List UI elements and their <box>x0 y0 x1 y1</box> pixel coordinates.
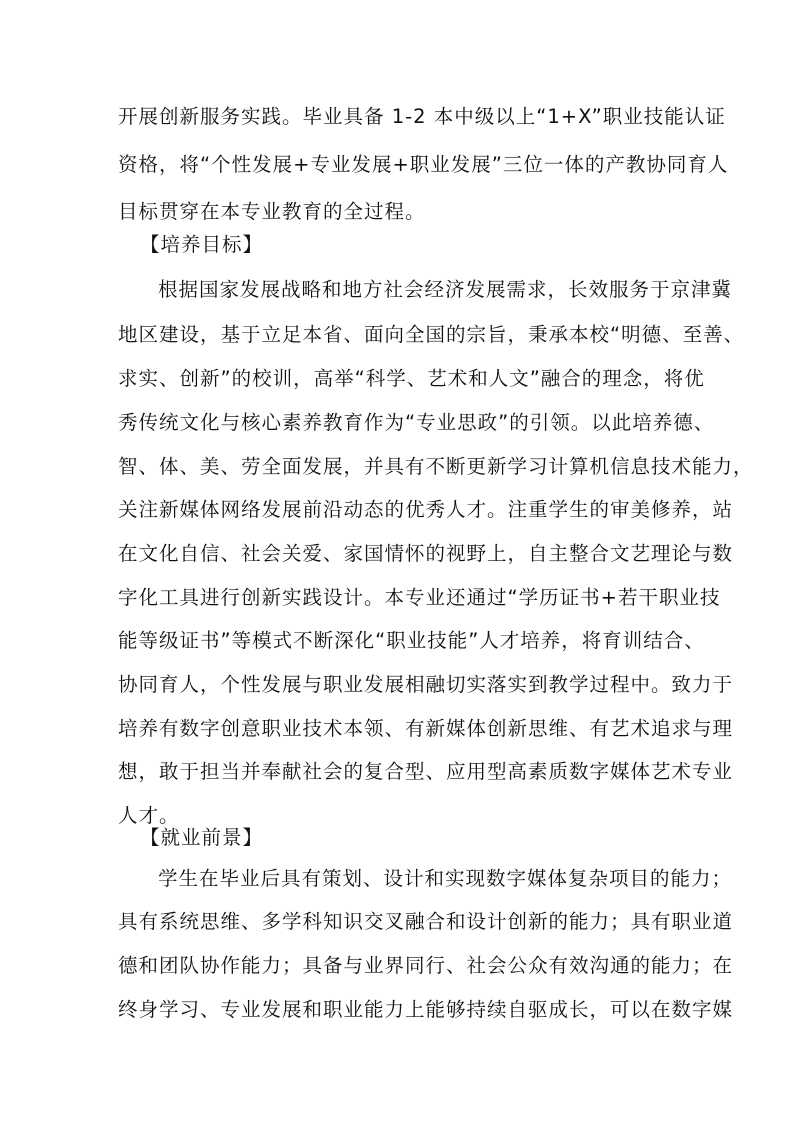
paragraph-line: 目标贯穿在本专业教育的全过程。 <box>118 200 426 223</box>
paragraph-line: 培养有数字创意职业技术本领、有新媒体创新思维、有艺术追求与理 <box>118 717 734 740</box>
paragraph-line: 求实、创新”的校训，高举“科学、艺术和人文”融合的理念，将优 <box>118 367 705 390</box>
paragraph-line: 终身学习、专业发展和职业能力上能够持续自驱成长，可以在数字媒 <box>118 998 734 1021</box>
section-heading-training: 【培养目标】 <box>140 233 264 256</box>
paragraph-line: 智、体、美、劳全面发展，并具有不断更新学习计算机信息技术能力， <box>118 455 754 478</box>
paragraph-line: 具有系统思维、多学科知识交叉融合和设计创新的能力；具有职业道 <box>118 910 734 933</box>
paragraph-line: 根据国家发展战略和地方社会经济发展需求，长效服务于京津冀 <box>158 278 733 301</box>
paragraph-line: 在文化自信、社会关爱、家国情怀的视野上，自主整合文艺理论与数 <box>118 542 734 565</box>
paragraph-line: 关注新媒体网络发展前沿动态的优秀人才。注重学生的审美修养，站 <box>118 498 734 521</box>
paragraph-line: 协同育人，个性发展与职业发展相融切实落实到教学过程中。致力于 <box>118 673 734 696</box>
paragraph-line: 地区建设，基于立足本省、面向全国的宗旨，秉承本校“明德、至善、 <box>118 323 745 346</box>
paragraph-line: 想，敢于担当并奉献社会的复合型、应用型高素质数字媒体艺术专业 <box>118 760 734 783</box>
paragraph-line: 能等级证书”等模式不断深化“职业技能”人才培养，将育训结合、 <box>118 629 705 652</box>
paragraph-line: 学生在毕业后具有策划、设计和实现数字媒体复杂项目的能力； <box>158 867 733 890</box>
paragraph-line: 德和团队协作能力；具备与业界同行、社会公众有效沟通的能力；在 <box>118 954 734 977</box>
paragraph-line: 人才。 <box>118 804 180 827</box>
paragraph-line: 资格，将“个性发展+专业发展+职业发展”三位一体的产教协同育人 <box>118 153 729 176</box>
paragraph-line: 秀传统文化与核心素养教育作为“专业思政”的引领。以此培养德、 <box>118 411 715 434</box>
section-heading-employment: 【就业前景】 <box>140 826 264 849</box>
paragraph-line: 开展创新服务实践。毕业具备 1-2 本中级以上“1+X”职业技能认证 <box>118 105 726 128</box>
paragraph-line: 字化工具进行创新实践设计。本专业还通过“学历证书+若干职业技 <box>118 586 721 609</box>
